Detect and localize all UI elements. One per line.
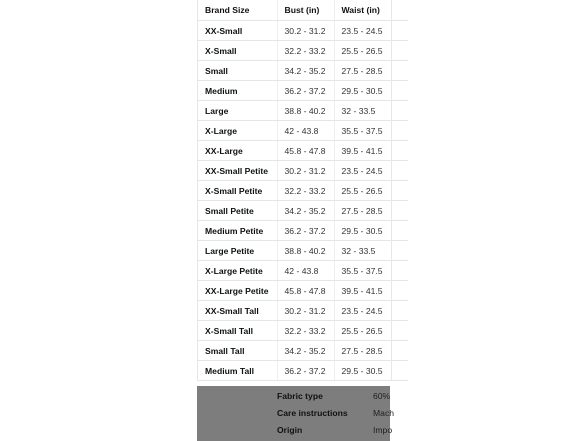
- table-row: [198, 181, 408, 201]
- waist-cell: 25.5 - 26.5: [334, 321, 408, 341]
- bust-cell: 36.2 - 37.2: [277, 81, 334, 101]
- bust-cell: 30.2 - 31.2: [277, 161, 334, 181]
- table-row: [198, 341, 408, 361]
- waist-cell: 25.5 - 26.5: [334, 41, 408, 61]
- waist-cell: 29.5 - 30.5: [334, 221, 408, 241]
- column-header-waist: Waist (in): [334, 0, 408, 21]
- bust-cell: 32.2 - 33.2: [277, 321, 334, 341]
- table-row: [198, 301, 408, 321]
- waist-cell: 27.5 - 28.5: [334, 61, 408, 81]
- column-header-bust: Bust (in): [277, 0, 334, 21]
- size-name-cell: Small Tall: [198, 341, 277, 361]
- table-row: [198, 321, 408, 341]
- waist-cell: 23.5 - 24.5: [334, 161, 408, 181]
- size-name-cell: XX-Small: [198, 21, 277, 41]
- table-row: [198, 141, 408, 161]
- bust-cell: 34.2 - 35.2: [277, 341, 334, 361]
- table-row: [198, 281, 408, 301]
- size-name-cell: X-Small: [198, 41, 277, 61]
- size-chart-header-row: [198, 0, 408, 21]
- product-details-overlay: [197, 386, 395, 441]
- waist-cell: 27.5 - 28.5: [334, 201, 408, 221]
- size-name-cell: Medium Petite: [198, 221, 277, 241]
- size-chart-panel: [197, 0, 392, 381]
- size-chart-body: [198, 21, 408, 381]
- waist-cell: 25.5 - 26.5: [334, 181, 408, 201]
- table-row: [198, 161, 408, 181]
- size-name-cell: Small: [198, 61, 277, 81]
- bust-cell: 45.8 - 47.8: [277, 141, 334, 161]
- size-name-cell: XX-Large: [198, 141, 277, 161]
- size-name-cell: Medium: [198, 81, 277, 101]
- waist-cell: 32 - 33.5: [334, 241, 408, 261]
- bust-cell: 32.2 - 33.2: [277, 181, 334, 201]
- bust-cell: 42 - 43.8: [277, 261, 334, 281]
- table-row: [198, 41, 408, 61]
- detail-label: Care instructions: [277, 408, 348, 418]
- table-row: [198, 61, 408, 81]
- size-name-cell: XX-Small Petite: [198, 161, 277, 181]
- size-name-cell: Medium Tall: [198, 361, 277, 381]
- waist-cell: 23.5 - 24.5: [334, 301, 408, 321]
- bust-cell: 30.2 - 31.2: [277, 301, 334, 321]
- waist-cell: 29.5 - 30.5: [334, 81, 408, 101]
- bust-cell: 45.8 - 47.8: [277, 281, 334, 301]
- table-row: [198, 81, 408, 101]
- size-name-cell: X-Small Tall: [198, 321, 277, 341]
- waist-cell: 39.5 - 41.5: [334, 141, 408, 161]
- waist-cell: 35.5 - 37.5: [334, 261, 408, 281]
- size-name-cell: Large Petite: [198, 241, 277, 261]
- detail-row-origin: [197, 422, 393, 438]
- detail-value: Mach: [373, 408, 395, 418]
- detail-value: 60%: [373, 391, 391, 401]
- waist-cell: 23.5 - 24.5: [334, 21, 408, 41]
- bust-cell: 42 - 43.8: [277, 121, 334, 141]
- size-name-cell: Large: [198, 101, 277, 121]
- bust-cell: 38.8 - 40.2: [277, 241, 334, 261]
- detail-label: Origin: [277, 425, 303, 435]
- size-name-cell: X-Small Petite: [198, 181, 277, 201]
- size-name-cell: XX-Large Petite: [198, 281, 277, 301]
- size-chart-table: [198, 0, 408, 381]
- detail-row-fabric-type: [197, 388, 390, 404]
- size-name-cell: Small Petite: [198, 201, 277, 221]
- waist-cell: 29.5 - 30.5: [334, 361, 408, 381]
- table-row: [198, 241, 408, 261]
- bust-cell: 34.2 - 35.2: [277, 201, 334, 221]
- table-row: [198, 221, 408, 241]
- size-name-cell: X-Large Petite: [198, 261, 277, 281]
- bust-cell: 36.2 - 37.2: [277, 361, 334, 381]
- bust-cell: 30.2 - 31.2: [277, 21, 334, 41]
- detail-row-care-instructions: [197, 405, 395, 421]
- detail-label: Fabric type: [277, 391, 323, 401]
- table-row: [198, 101, 408, 121]
- waist-cell: 27.5 - 28.5: [334, 341, 408, 361]
- waist-cell: 35.5 - 37.5: [334, 121, 408, 141]
- waist-cell: 39.5 - 41.5: [334, 281, 408, 301]
- table-row: [198, 261, 408, 281]
- detail-value: Impo: [373, 425, 393, 435]
- waist-cell: 32 - 33.5: [334, 101, 408, 121]
- column-header-brand-size: Brand Size: [198, 0, 277, 21]
- bust-cell: 34.2 - 35.2: [277, 61, 334, 81]
- bust-cell: 38.8 - 40.2: [277, 101, 334, 121]
- table-row: [198, 121, 408, 141]
- table-row: [198, 201, 408, 221]
- table-row: [198, 21, 408, 41]
- bust-cell: 36.2 - 37.2: [277, 221, 334, 241]
- size-name-cell: XX-Small Tall: [198, 301, 277, 321]
- size-name-cell: X-Large: [198, 121, 277, 141]
- table-row: [198, 361, 408, 381]
- bust-cell: 32.2 - 33.2: [277, 41, 334, 61]
